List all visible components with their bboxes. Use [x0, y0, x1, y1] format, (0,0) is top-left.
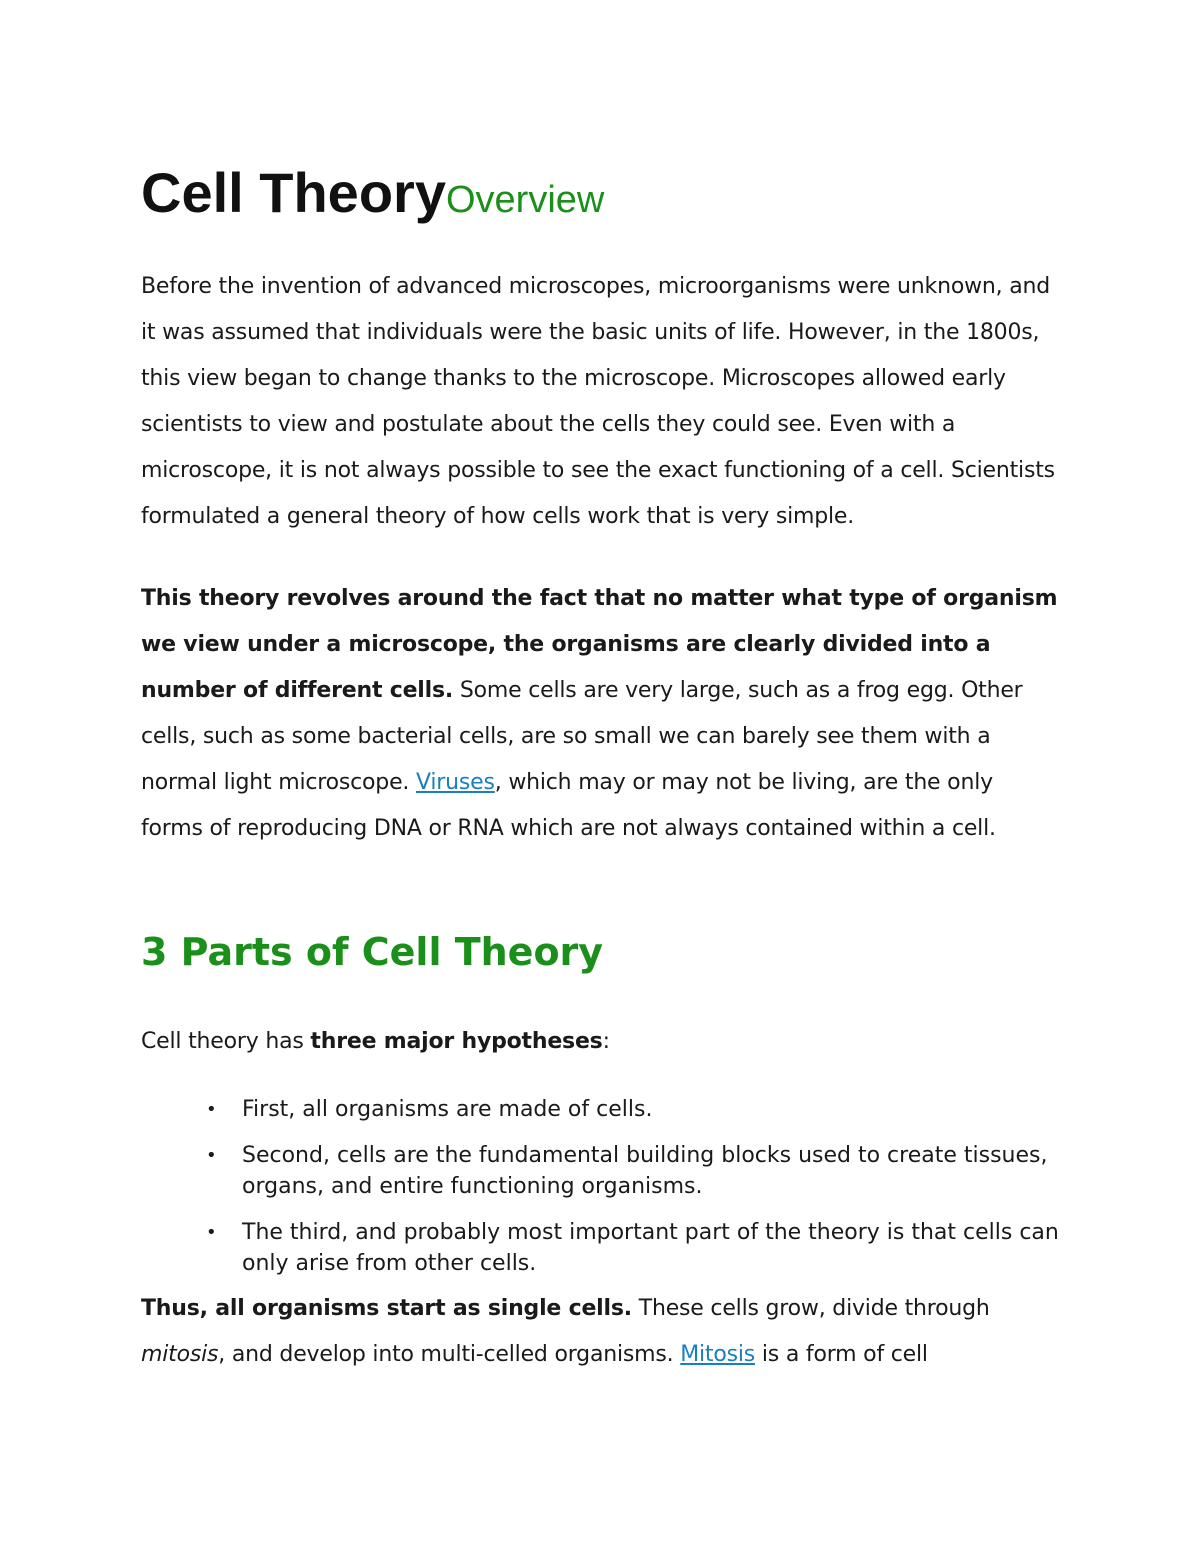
paragraph-mitosis-text-c: is a form of cell [755, 1342, 928, 1367]
paragraph-mitosis-text-b: , and develop into multi-celled organisms. [218, 1342, 681, 1367]
paragraph-theory-text-a: Some cells are very large, such as a frog egg. Other cells, such as some bacterial cells, are so small we can barely see them with a normal light microscope. [141, 678, 1023, 795]
paragraph-mitosis-bold: Thus, all organisms start as single cells. [141, 1296, 632, 1321]
paragraph-theory-text-b: , which may or may not be living, are the only forms of reproducing DNA or RNA which are not always contained within a cell. [141, 770, 996, 841]
list-item-text: First, all organisms are made of cells. [242, 1097, 653, 1122]
hypotheses-intro-bold: three major hypotheses [310, 1029, 603, 1054]
paragraph-intro: Before the invention of advanced microscopes, microorganisms were unknown, and it was assumed that individuals were the basic units of life. However, in the 1800s, this view began to change thanks to the microscope. Microscopes allowed early scientists to view and postulate about the cells they could see. Even with a microscope, it is not always possible to see the exact functioning of a cell. Scientists formulated a general theory of how cells work that is very simple. [141, 274, 1055, 529]
mitosis-italic: mitosis [141, 1342, 219, 1367]
list-item-text: The third, and probably most important part of the theory is that cells can only arise from other cells. [242, 1220, 1059, 1276]
list-item [141, 1140, 1061, 1202]
list-item [141, 1217, 1061, 1279]
bullet-icon: • [206, 1222, 217, 1243]
mitosis-link[interactable]: Mitosis [680, 1342, 756, 1367]
paragraph-theory-bold: This theory revolves around the fact that no matter what type of organism we view under a microscope, the organisms are clearly divided into a number of different cells. [141, 586, 1058, 703]
bullet-icon: • [206, 1099, 217, 1120]
list-item-text: Second, cells are the fundamental building blocks used to create tissues, organs, and entire functioning organisms. [242, 1143, 1048, 1199]
viruses-link[interactable]: Viruses [416, 770, 495, 795]
hypotheses-intro-text-b: : [602, 1029, 610, 1054]
title-main: Cell Theory [141, 161, 446, 224]
bullet-icon: • [206, 1145, 217, 1166]
paragraph-mitosis-text-a: These cells grow, divide through [631, 1296, 990, 1321]
section-heading: 3 Parts of Cell Theory [141, 930, 604, 974]
list-item [141, 1094, 1061, 1125]
paragraph-theory [141, 576, 1061, 852]
hypotheses-list [141, 1094, 1061, 1294]
hypotheses-intro [141, 1019, 1061, 1065]
hypotheses-intro-text-a: Cell theory has [141, 1029, 311, 1054]
paragraph-mitosis [141, 1286, 1061, 1378]
title-sub: Overview [445, 179, 605, 221]
page-title [141, 160, 604, 225]
